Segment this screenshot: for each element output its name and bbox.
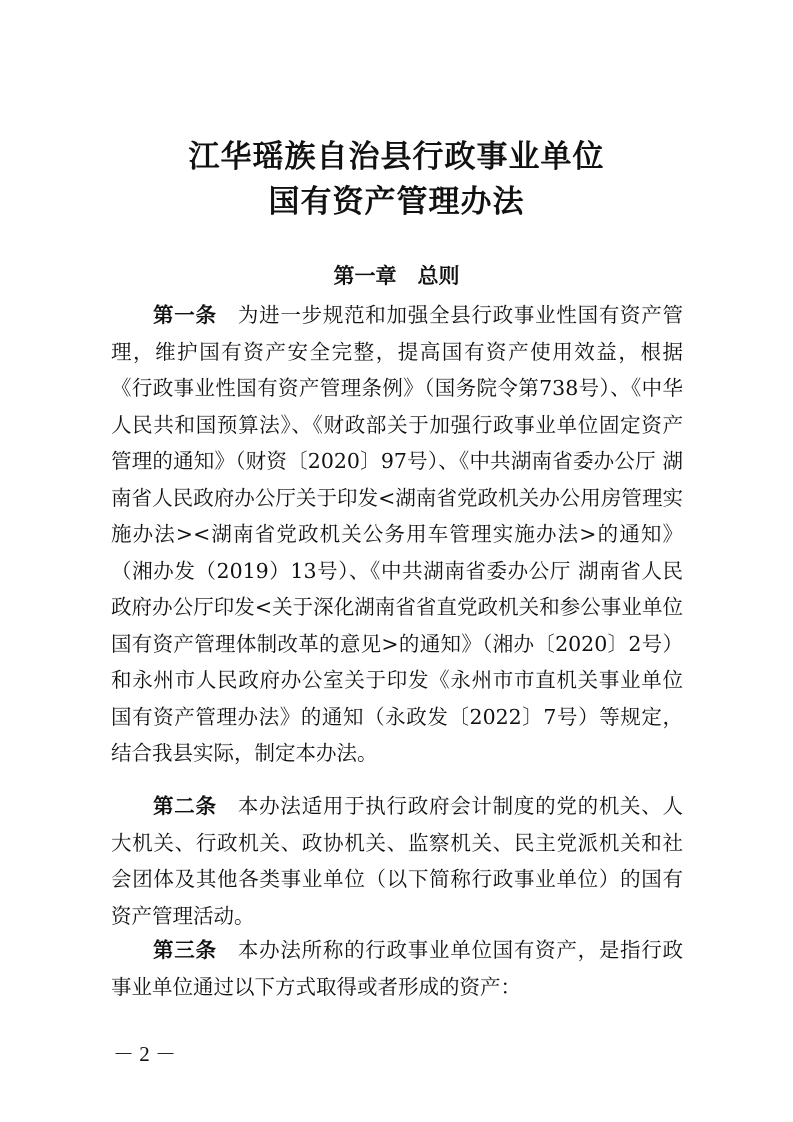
article-text: 本办法所称的行政事业单位国有资产，是指行政事业单位通过以下方式取得或者形成的资产： (111, 938, 684, 999)
article-label: 第二条 (153, 794, 217, 818)
article-label: 第三条 (153, 938, 217, 962)
article-label: 第一条 (153, 303, 217, 327)
article-text: 为进一步规范和加强全县行政事业性国有资产管理，维护国有资产安全完整，提高国有资产使用效益，根据《行政事业性国有资产管理条例》（国务院令第738号）、《中华人民共和国预算法》、《财政部关于加强行政事业单位固定资产管理的通知》（财资〔2020〕97号）、《中共湖南省委办公厅 湖南省人民政府办公厅关于印发<湖南省党政机关办公用房管理实施办法><湖南省党政机关公务用车管理实施办法>的通知》（湘办发（2019）13号）、《中共湖南省委办公厅 湖南省人民政府办公厅印发<关于深化湖南省省直党政机关和参公事业单位国有资产管理体制改革的意见>的通知》（湘办〔2020〕2号）和永州市人民政府办公室关于印发《永州市市直机关事业单位国有资产管理办法》的通知（永政发〔2022〕7号）等规定，结合我县实际，制定本办法。 (111, 303, 684, 765)
document-title-line1: 江华瑶族自治县行政事业单位 (188, 139, 605, 175)
article-paragraph (111, 932, 683, 1005)
article-text: 本办法适用于执行政府会计制度的党的机关、人大机关、行政机关、政协机关、监察机关、民主党派机关和社会团体及其他各类事业单位（以下简称行政事业单位）的国有资产管理活动。 (111, 794, 684, 928)
document-title-line2: 国有资产管理办法 (268, 184, 525, 220)
article-paragraph (111, 297, 683, 772)
article-paragraph (111, 788, 683, 934)
chapter-heading: 第一章 总则 (333, 263, 460, 288)
page-number: － 2 － (113, 1042, 176, 1066)
